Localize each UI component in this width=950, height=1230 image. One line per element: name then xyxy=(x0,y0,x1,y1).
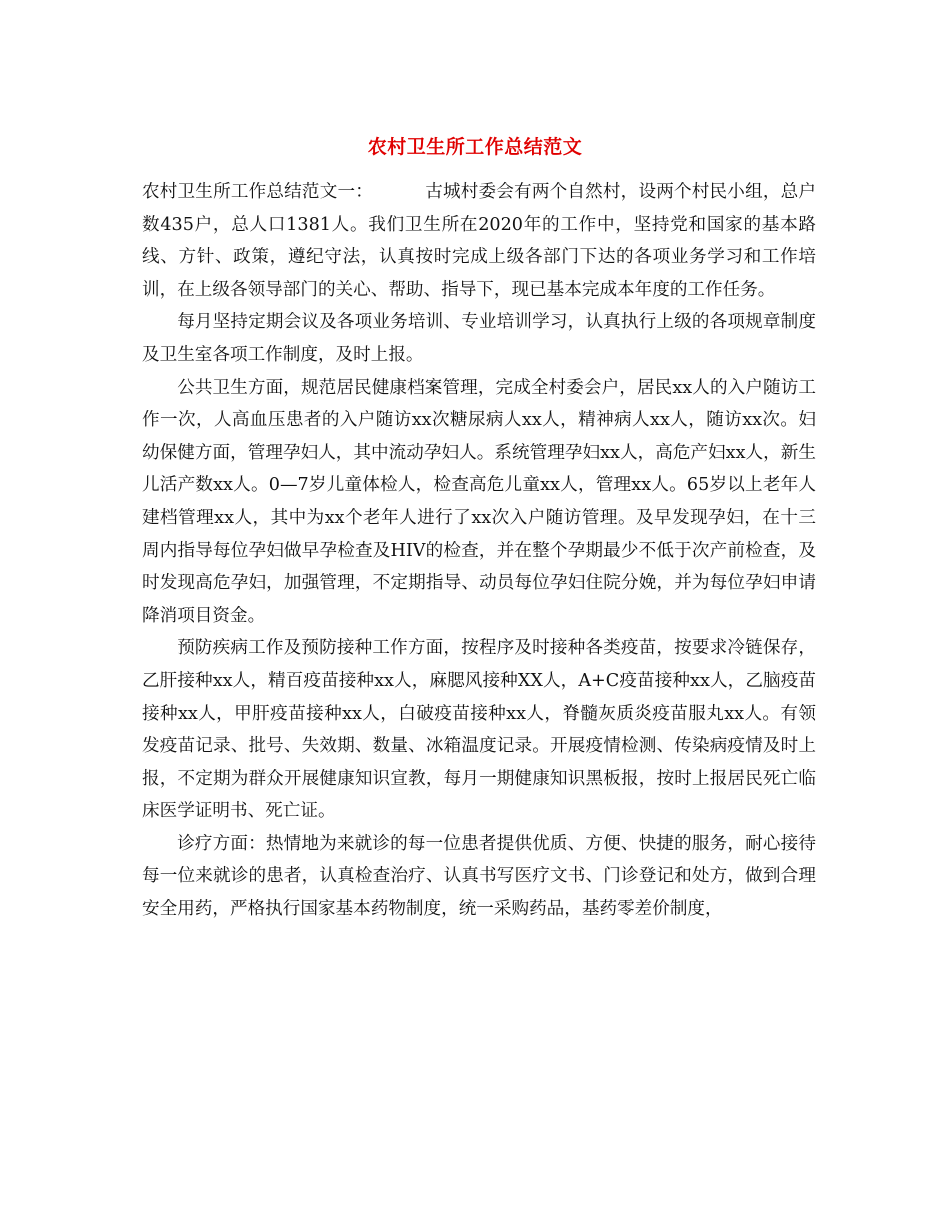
paragraph-3: 公共卫生方面，规范居民健康档案管理，完成全村委会户，居民xx人的入户随访工作一次，人高血压患者的入户随访xx次糖尿病人xx人，精神病人xx人，随访xx次。妇幼保健方面，管理孕妇人，其中流动孕妇人。系统管理孕妇xx人，高危产妇xx人，新生儿活产数xx人。0—7岁儿童体检人，检查高危儿童xx人，管理xx人。65岁以上老年人建档管理xx人，其中为xx个老年人进行了xx次入户随访管理。及早发现孕妇，在十三周内指导每位孕妇做早孕检查及HIV的检查，并在整个孕期最少不低于次产前检查，及时发现高危孕妇，加强管理，不定期指导、动员每位孕妇住院分娩，并为每位孕妇申请降消项目资金。 xyxy=(142,377,816,626)
paragraph-text: 古城村委会有两个自然村，设两个村民小组，总户数435户，总人口1381人。我们卫生所在2020年的工作中，坚持党和国家的基本路线、方针、政策，遵纪守法，认真按时完成上级各部门下达的各项业务学习和工作培训，在上级各领导部门的关心、帮助、指导下，现已基本完成本年度的工作任务。 xyxy=(142,182,816,300)
document-body xyxy=(142,176,816,926)
paragraph-4: 预防疾病工作及预防接种工作方面，按程序及时接种各类疫苗，按要求冷链保存，乙肝接种xx人，精百疫苗接种xx人，麻腮风接种XX人，A+C疫苗接种xx人，乙脑疫苗接种xx人，甲肝疫苗接种xx人，白破疫苗接种xx人，脊髓灰质炎疫苗服丸xx人。有领发疫苗记录、批号、失效期、数量、冰箱温度记录。开展疫情检测、传染病疫情及时上报，不定期为群众开展健康知识宣教，每月一期健康知识黑板报，按时上报居民死亡临床医学证明书、死亡证。 xyxy=(142,638,816,822)
paragraph-5: 诊疗方面：热情地为来就诊的每一位患者提供优质、方便、快捷的服务，耐心接待每一位来就诊的患者，认真检查治疗、认真书写医疗文书、门诊登记和处方，做到合理安全用药，严格执行国家基本药物制度，统一采购药品，基药零差价制度， xyxy=(142,833,816,920)
paragraph-lead: 农村卫生所工作总结范文一： xyxy=(142,182,374,202)
paragraph-1 xyxy=(142,176,816,306)
paragraph-2: 每月坚持定期会议及各项业务培训、专业培训学习，认真执行上级的各项规章制度及卫生室各项工作制度，及时上报。 xyxy=(142,312,816,365)
document-title: 农村卫生所工作总结范文 xyxy=(367,136,583,158)
